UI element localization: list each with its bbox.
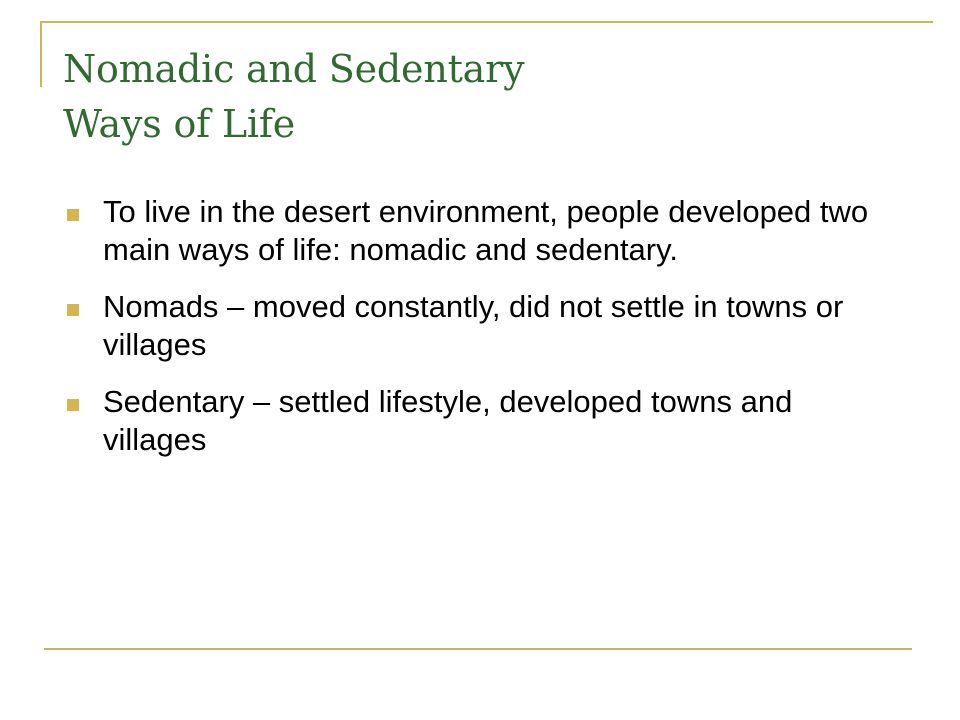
bullet-text: Nomads – moved constantly, did not settle in towns or villages xyxy=(103,289,844,362)
square-bullet-icon xyxy=(67,209,79,221)
bullet-item xyxy=(67,193,887,269)
bullet-list xyxy=(67,193,887,478)
left-rule xyxy=(40,21,42,87)
slide-title xyxy=(63,42,923,152)
bullet-text: Sedentary – settled lifestyle, developed towns and villages xyxy=(103,384,793,457)
top-rule xyxy=(40,21,933,23)
bullet-item xyxy=(67,288,887,364)
square-bullet-icon xyxy=(67,304,79,316)
bullet-text: To live in the desert environment, people developed two main ways of life: nomadic and sedentary. xyxy=(103,194,869,267)
bullet-item xyxy=(67,383,887,459)
title-line-2: Ways of Life xyxy=(63,102,296,146)
title-line-1: Nomadic and Sedentary xyxy=(63,47,525,91)
square-bullet-icon xyxy=(67,399,79,411)
bottom-rule xyxy=(44,648,912,650)
